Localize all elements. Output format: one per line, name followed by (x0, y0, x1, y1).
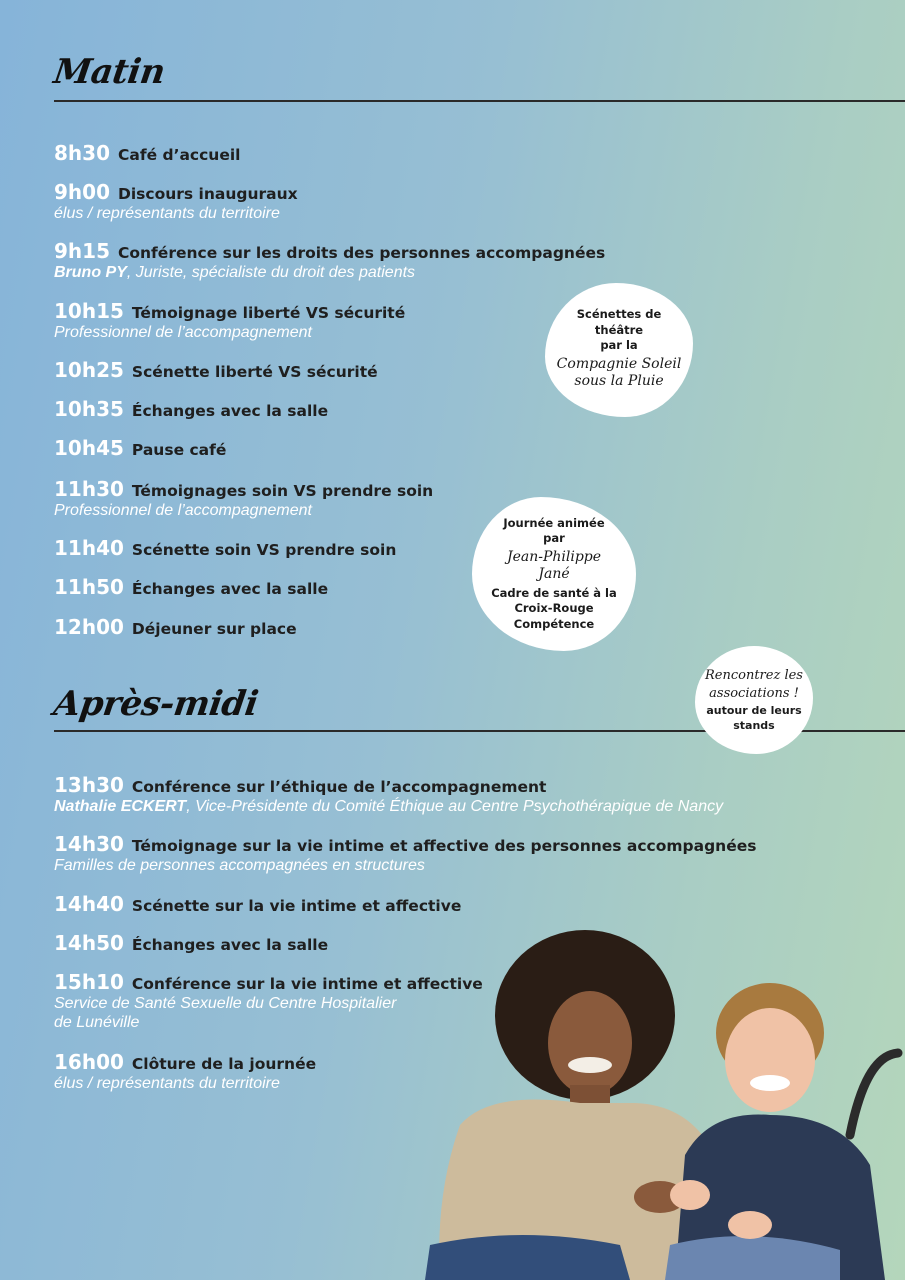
item-label: Discours inauguraux (118, 185, 298, 203)
schedule-item (54, 832, 756, 875)
schedule-item (54, 239, 605, 282)
item-time: 11h30 (54, 477, 124, 501)
item-time: 11h50 (54, 575, 124, 599)
schedule-item (54, 773, 723, 816)
host-badge (472, 497, 636, 651)
item-time: 9h15 (54, 239, 110, 263)
item-subtitle: Service de Santé Sexuelle du Centre Hospitalier (54, 995, 397, 1012)
badge-text: Croix-Rouge (514, 601, 594, 616)
item-label: Café d’accueil (118, 146, 241, 164)
item-subtitle: Professionnel de l’accompagnement (54, 324, 312, 341)
item-time: 9h00 (54, 180, 110, 204)
item-time: 12h00 (54, 615, 124, 639)
item-label: Scénette sur la vie intime et affective (131, 897, 462, 915)
speaker-name: Bruno PY (54, 264, 127, 281)
badge-text: par (543, 531, 565, 546)
schedule-item (54, 575, 328, 599)
item-label: Scénette liberté VS sécurité (131, 363, 378, 381)
item-label: Pause café (131, 441, 227, 459)
item-time: 14h30 (54, 832, 124, 856)
badge-text: théâtre (594, 322, 644, 337)
people-photo (420, 925, 905, 1280)
schedule-item (54, 477, 433, 520)
item-time: 10h45 (54, 436, 124, 460)
schedule-item (54, 931, 328, 955)
morning-divider (54, 100, 905, 102)
badge-text: Scénettes de (576, 307, 662, 322)
badge-script-text: associations ! (709, 685, 799, 701)
schedule-item (54, 615, 297, 639)
morning-title: Matin (51, 52, 168, 92)
schedule-item (54, 1050, 316, 1093)
item-time: 10h15 (54, 299, 124, 323)
item-label: Échanges avec la salle (131, 402, 329, 420)
item-time: 14h40 (54, 892, 124, 916)
schedule-item (54, 141, 240, 165)
item-label: Scénette soin VS prendre soin (131, 541, 397, 559)
item-label: Conférence sur la vie intime et affective (131, 975, 483, 993)
item-label: Conférence sur l’éthique de l’accompagnement (131, 778, 547, 796)
item-label: Conférence sur les droits des personnes accompagnées (118, 244, 606, 262)
item-time: 14h50 (54, 931, 124, 955)
schedule-item (54, 180, 298, 223)
schedule-item (54, 436, 226, 460)
schedule-item (54, 358, 378, 382)
schedule-item (54, 397, 328, 421)
badge-script-text: sous la Pluie (574, 373, 664, 390)
badge-script-text: Rencontrez les (705, 668, 803, 684)
item-label: Témoignage liberté VS sécurité (131, 304, 406, 322)
badge-text: Cadre de santé à la (491, 585, 617, 600)
item-subtitle (54, 798, 723, 816)
badge-text: Journée animée (503, 515, 605, 530)
badge-text: par la (600, 338, 638, 353)
item-label: Échanges avec la salle (131, 936, 329, 954)
item-label: Déjeuner sur place (131, 620, 297, 638)
item-subtitle: Professionnel de l’accompagnement (54, 502, 312, 519)
item-time: 13h30 (54, 773, 124, 797)
item-label: Échanges avec la salle (131, 580, 329, 598)
badge-text: Compétence (513, 616, 595, 631)
item-time: 10h35 (54, 397, 124, 421)
item-time: 10h25 (54, 358, 124, 382)
badge-script-text: Jean-Philippe (506, 548, 602, 565)
speaker-role: , Vice-Présidente du Comité Éthique au Centre Psychothérapique de Nancy (186, 798, 724, 815)
item-time: 8h30 (54, 141, 110, 165)
item-time: 16h00 (54, 1050, 124, 1074)
item-subtitle: élus / représentants du territoire (54, 1075, 280, 1092)
item-time: 15h10 (54, 970, 124, 994)
item-time: 11h40 (54, 536, 124, 560)
theatre-badge (545, 283, 693, 417)
associations-badge (695, 646, 813, 754)
badge-text: autour de leurs (706, 703, 802, 717)
badge-text: stands (733, 718, 775, 732)
item-subtitle: élus / représentants du territoire (54, 205, 280, 222)
badge-script-text: Compagnie Soleil (556, 355, 682, 372)
schedule-item (54, 536, 396, 560)
badge-script-text: Jané (538, 566, 570, 583)
schedule-item (54, 892, 461, 916)
item-subtitle (54, 264, 605, 282)
item-label: Témoignages soin VS prendre soin (131, 482, 434, 500)
item-label: Clôture de la journée (131, 1055, 317, 1073)
afternoon-title: Après-midi (51, 684, 261, 724)
schedule-item (54, 970, 483, 1032)
speaker-name: Nathalie ECKERT (54, 798, 187, 815)
item-subtitle-line2: de Lunéville (54, 1014, 140, 1031)
speaker-role: , Juriste, spécialiste du droit des patients (126, 264, 416, 281)
item-subtitle: Familles de personnes accompagnées en structures (54, 857, 425, 874)
schedule-item (54, 299, 405, 342)
item-label: Témoignage sur la vie intime et affective des personnes accompagnées (131, 837, 757, 855)
